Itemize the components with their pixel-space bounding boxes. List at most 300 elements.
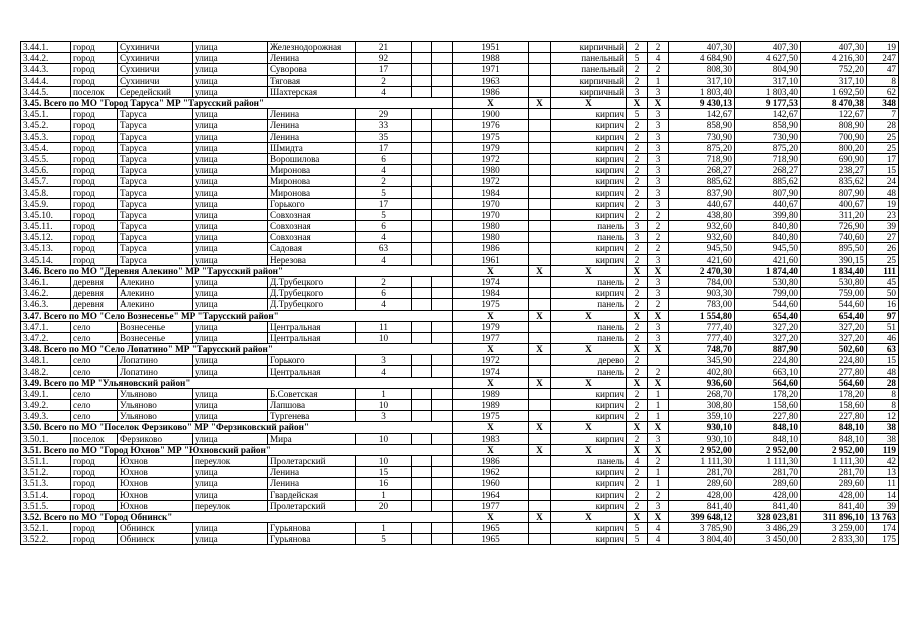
table-cell: 1: [356, 489, 412, 500]
table-cell: Нерезова: [268, 254, 356, 265]
subtotal-cell: X: [453, 377, 529, 388]
table-cell: 428,00: [801, 489, 867, 500]
table-cell: [529, 523, 551, 534]
table-row: [21, 500, 899, 511]
table-cell: Таруса: [118, 243, 193, 254]
table-cell: кирпичный: [551, 75, 627, 86]
subtotal-cell: 8 470,38: [801, 97, 867, 108]
table-cell: 2: [627, 131, 648, 142]
table-cell: 4: [356, 86, 412, 97]
table-cell: Ульяново: [118, 411, 193, 422]
table-cell: 3: [648, 276, 669, 287]
table-cell: Центральная: [268, 321, 356, 332]
subtotal-cell: X: [551, 422, 627, 433]
table-cell: 27: [867, 232, 899, 243]
subtotal-cell: 936,60: [669, 377, 735, 388]
table-cell: Таруса: [118, 153, 193, 164]
table-cell: Таруса: [118, 198, 193, 209]
table-cell: город: [71, 53, 118, 64]
table-row: [21, 165, 899, 176]
table-cell: 3: [627, 232, 648, 243]
table-row: [21, 467, 899, 478]
table-cell: [432, 534, 453, 545]
table-cell: 2: [627, 321, 648, 332]
table-cell: панельный: [551, 53, 627, 64]
table-cell: 3.45.6.: [21, 165, 71, 176]
table-cell: улица: [193, 198, 268, 209]
table-cell: улица: [193, 153, 268, 164]
table-cell: 345,90: [669, 355, 735, 366]
table-cell: [412, 142, 432, 153]
table-cell: улица: [193, 433, 268, 444]
table-cell: 1972: [453, 355, 529, 366]
table-cell: [432, 455, 453, 466]
subtotal-cell: X: [627, 265, 648, 276]
table-cell: 399,80: [735, 209, 801, 220]
subtotal-cell: X: [551, 97, 627, 108]
table-cell: улица: [193, 221, 268, 232]
table-cell: 317,10: [669, 75, 735, 86]
table-cell: 3 486,29: [735, 523, 801, 534]
table-cell: 3.46.1.: [21, 276, 71, 287]
table-cell: 544,60: [735, 299, 801, 310]
table-cell: 3: [648, 109, 669, 120]
table-cell: [432, 276, 453, 287]
table-cell: 1965: [453, 534, 529, 545]
table-cell: 407,30: [801, 42, 867, 53]
table-cell: 2: [627, 433, 648, 444]
table-cell: улица: [193, 332, 268, 343]
table-cell: 2: [648, 299, 669, 310]
table-cell: город: [71, 187, 118, 198]
table-cell: 308,80: [669, 400, 735, 411]
table-cell: 50: [867, 288, 899, 299]
table-cell: [432, 478, 453, 489]
subtotal-row: [21, 377, 899, 388]
subtotal-cell: X: [529, 310, 551, 321]
table-cell: 2: [648, 64, 669, 75]
table-cell: Вознесенье: [118, 321, 193, 332]
table-cell: поселок: [71, 86, 118, 97]
table-cell: 1983: [453, 433, 529, 444]
table-cell: 224,80: [735, 355, 801, 366]
table-row: [21, 288, 899, 299]
subtotal-cell: X: [529, 265, 551, 276]
table-cell: [529, 332, 551, 343]
table-cell: 327,20: [801, 321, 867, 332]
table-cell: [432, 500, 453, 511]
table-cell: Миронова: [268, 165, 356, 176]
subtotal-cell: X: [551, 377, 627, 388]
table-cell: 7: [867, 109, 899, 120]
table-cell: 1: [648, 411, 669, 422]
subtotal-cell: X: [648, 511, 669, 522]
table-cell: 6: [356, 221, 412, 232]
table-cell: 6: [356, 153, 412, 164]
table-cell: 1979: [453, 142, 529, 153]
table-cell: дерево: [551, 355, 627, 366]
table-cell: кирпич: [551, 209, 627, 220]
table-cell: Пролетарский: [268, 455, 356, 466]
table-cell: 438,80: [669, 209, 735, 220]
table-cell: 3 785,90: [669, 523, 735, 534]
table-cell: 1974: [453, 366, 529, 377]
subtotal-cell: X: [648, 97, 669, 108]
subtotal-cell: X: [453, 97, 529, 108]
table-cell: улица: [193, 299, 268, 310]
table-cell: 4 216,30: [801, 53, 867, 64]
table-cell: [529, 53, 551, 64]
table-cell: улица: [193, 86, 268, 97]
subtotal-cell: X: [453, 344, 529, 355]
table-cell: 42: [867, 455, 899, 466]
table-cell: Д.Трубецкого: [268, 299, 356, 310]
table-cell: 1976: [453, 120, 529, 131]
table-cell: [529, 388, 551, 399]
table-cell: [412, 411, 432, 422]
subtotal-cell: 9 177,53: [735, 97, 801, 108]
table-cell: 19: [867, 42, 899, 53]
table-cell: город: [71, 42, 118, 53]
subtotal-cell: X: [627, 511, 648, 522]
table-row: [21, 142, 899, 153]
table-cell: 1970: [453, 209, 529, 220]
table-cell: 407,30: [735, 42, 801, 53]
table-cell: 3.45.7.: [21, 176, 71, 187]
table-cell: 752,20: [801, 64, 867, 75]
subtotal-cell: X: [529, 511, 551, 522]
table-cell: Ленина: [268, 478, 356, 489]
table-cell: 14: [867, 489, 899, 500]
table-cell: кирпич: [551, 187, 627, 198]
subtotal-cell: 348: [867, 97, 899, 108]
table-cell: [412, 478, 432, 489]
subtotal-cell: X: [648, 444, 669, 455]
table-cell: Совхозная: [268, 209, 356, 220]
table-cell: 2: [627, 489, 648, 500]
table-cell: Шахтерская: [268, 86, 356, 97]
table-cell: 848,10: [801, 433, 867, 444]
table-cell: деревня: [71, 299, 118, 310]
table-cell: 3.47.2.: [21, 332, 71, 343]
subtotal-cell: 2 952,00: [735, 444, 801, 455]
table-cell: 21: [356, 42, 412, 53]
table-cell: 421,60: [735, 254, 801, 265]
table-cell: [432, 366, 453, 377]
table-cell: 885,62: [735, 176, 801, 187]
table-cell: 718,90: [669, 153, 735, 164]
table-cell: 268,27: [669, 165, 735, 176]
table-cell: 3.45.1.: [21, 109, 71, 120]
table-cell: кирпич: [551, 411, 627, 422]
table-cell: Юхнов: [118, 500, 193, 511]
table-cell: улица: [193, 411, 268, 422]
table-cell: 48: [867, 187, 899, 198]
table-cell: [529, 455, 551, 466]
table-cell: 3.51.1.: [21, 455, 71, 466]
subtotal-cell: X: [627, 422, 648, 433]
subtotal-cell: 1 874,40: [735, 265, 801, 276]
table-cell: 158,60: [735, 400, 801, 411]
table-cell: село: [71, 400, 118, 411]
table-cell: 1: [356, 388, 412, 399]
subtotal-cell: X: [648, 310, 669, 321]
table-cell: [412, 75, 432, 86]
table-row: [21, 232, 899, 243]
subtotal-cell: 111: [867, 265, 899, 276]
table-cell: 3.52.1.: [21, 523, 71, 534]
table-cell: [432, 332, 453, 343]
table-cell: 224,80: [801, 355, 867, 366]
table-cell: 2 833,30: [801, 534, 867, 545]
table-cell: 1972: [453, 176, 529, 187]
table-cell: Ленина: [268, 120, 356, 131]
table-cell: Сухиничи: [118, 53, 193, 64]
subtotal-cell: X: [648, 422, 669, 433]
table-cell: 885,62: [669, 176, 735, 187]
table-cell: 63: [356, 243, 412, 254]
subtotal-row: [21, 344, 899, 355]
table-cell: 327,20: [735, 321, 801, 332]
table-cell: 3: [648, 254, 669, 265]
table-cell: Тургенева: [268, 411, 356, 422]
table-cell: 930,10: [669, 433, 735, 444]
table-cell: Ленина: [268, 53, 356, 64]
table-cell: 2: [648, 243, 669, 254]
table-cell: Гурьянова: [268, 523, 356, 534]
table-cell: [412, 500, 432, 511]
table-cell: [412, 153, 432, 164]
table-cell: город: [71, 500, 118, 511]
table-cell: 51: [867, 321, 899, 332]
table-cell: 2: [627, 366, 648, 377]
table-cell: 4: [648, 523, 669, 534]
table-cell: 178,20: [735, 388, 801, 399]
subtotal-cell: 13 763: [867, 511, 899, 522]
table-cell: Ферзиково: [118, 433, 193, 444]
table-cell: Центральная: [268, 366, 356, 377]
table-cell: улица: [193, 42, 268, 53]
subtotal-cell: 311 896,10: [801, 511, 867, 522]
table-cell: 3.45.5.: [21, 153, 71, 164]
table-cell: Таруса: [118, 142, 193, 153]
table-cell: [412, 299, 432, 310]
table-cell: 17: [356, 142, 412, 153]
subtotal-cell: 9 430,13: [669, 97, 735, 108]
table-cell: [432, 109, 453, 120]
table-cell: 2: [627, 198, 648, 209]
table-cell: 4: [627, 455, 648, 466]
table-cell: улица: [193, 187, 268, 198]
table-cell: 3: [648, 500, 669, 511]
table-cell: [529, 232, 551, 243]
subtotal-cell: X: [529, 97, 551, 108]
subtotal-cell: 848,10: [735, 422, 801, 433]
table-cell: [648, 355, 669, 366]
table-cell: 3.46.2.: [21, 288, 71, 299]
table-cell: [529, 254, 551, 265]
table-cell: 5: [356, 534, 412, 545]
table-cell: 10: [356, 433, 412, 444]
table-cell: [432, 221, 453, 232]
table-cell: [529, 187, 551, 198]
table-cell: [529, 42, 551, 53]
table-cell: улица: [193, 75, 268, 86]
document-sheet: [20, 41, 896, 545]
table-cell: 1: [648, 478, 669, 489]
table-cell: Лопатино: [118, 366, 193, 377]
table-cell: [529, 366, 551, 377]
table-cell: [412, 131, 432, 142]
table-row: [21, 131, 899, 142]
table-cell: улица: [193, 400, 268, 411]
table-cell: 1 111,30: [735, 455, 801, 466]
table-cell: город: [71, 142, 118, 153]
table-cell: 3: [648, 176, 669, 187]
subtotal-label: 3.46. Всего по МО "Деревня Алекино" МР "Тарусский район": [21, 265, 453, 276]
table-cell: [432, 42, 453, 53]
table-cell: улица: [193, 209, 268, 220]
table-cell: 1963: [453, 75, 529, 86]
table-cell: 837,90: [669, 187, 735, 198]
table-cell: 3.45.13.: [21, 243, 71, 254]
table-row: [21, 243, 899, 254]
table-cell: 1: [648, 388, 669, 399]
table-cell: панель: [551, 366, 627, 377]
table-row: [21, 254, 899, 265]
table-cell: 2: [627, 176, 648, 187]
subtotal-cell: 2 952,00: [801, 444, 867, 455]
table-cell: 2: [648, 489, 669, 500]
table-cell: 3 804,40: [669, 534, 735, 545]
table-cell: 804,90: [735, 64, 801, 75]
table-row: [21, 53, 899, 64]
table-cell: 2: [627, 75, 648, 86]
table-cell: [432, 467, 453, 478]
table-cell: 3: [648, 153, 669, 164]
table-cell: 3.45.2.: [21, 120, 71, 131]
table-cell: Вознесенье: [118, 332, 193, 343]
table-cell: 2: [627, 355, 648, 366]
table-cell: [432, 232, 453, 243]
table-cell: 17: [356, 198, 412, 209]
table-cell: город: [71, 131, 118, 142]
table-cell: 227,80: [801, 411, 867, 422]
table-cell: 8: [867, 400, 899, 411]
table-cell: 142,67: [735, 109, 801, 120]
table-cell: 3: [648, 198, 669, 209]
table-cell: [432, 120, 453, 131]
table-cell: 281,70: [801, 467, 867, 478]
table-cell: Таруса: [118, 109, 193, 120]
table-cell: 3: [648, 433, 669, 444]
table-cell: 8: [867, 75, 899, 86]
subtotal-cell: 2 952,00: [669, 444, 735, 455]
table-cell: улица: [193, 254, 268, 265]
table-cell: кирпич: [551, 120, 627, 131]
table-cell: 1984: [453, 288, 529, 299]
housing-register-table: [20, 41, 899, 545]
table-cell: [412, 243, 432, 254]
table-cell: 730,90: [669, 131, 735, 142]
table-cell: [412, 388, 432, 399]
table-cell: Совхозная: [268, 232, 356, 243]
table-cell: 2: [627, 142, 648, 153]
table-cell: 932,60: [669, 232, 735, 243]
table-cell: [432, 165, 453, 176]
table-row: [21, 221, 899, 232]
table-cell: [412, 120, 432, 131]
table-cell: 3.45.8.: [21, 187, 71, 198]
table-cell: 2: [627, 254, 648, 265]
table-cell: 122,67: [801, 109, 867, 120]
table-cell: [412, 433, 432, 444]
table-cell: 2: [356, 276, 412, 287]
table-cell: 740,60: [801, 232, 867, 243]
subtotal-row: [21, 97, 899, 108]
table-row: [21, 489, 899, 500]
table-cell: улица: [193, 467, 268, 478]
table-cell: [529, 165, 551, 176]
table-cell: 663,10: [735, 366, 801, 377]
table-cell: 1974: [453, 276, 529, 287]
table-cell: 12: [867, 411, 899, 422]
table-cell: кирпич: [551, 109, 627, 120]
subtotal-cell: X: [453, 444, 529, 455]
table-cell: 268,70: [669, 388, 735, 399]
subtotal-cell: 328 023,81: [735, 511, 801, 522]
table-cell: 175: [867, 534, 899, 545]
table-cell: 807,90: [735, 187, 801, 198]
table-cell: 3.48.1.: [21, 355, 71, 366]
table-cell: [412, 489, 432, 500]
table-cell: 726,90: [801, 221, 867, 232]
table-cell: Алекино: [118, 288, 193, 299]
table-cell: [432, 243, 453, 254]
table-cell: 3.52.2.: [21, 534, 71, 545]
table-cell: 1984: [453, 187, 529, 198]
table-cell: Лапшова: [268, 400, 356, 411]
table-cell: [412, 232, 432, 243]
table-cell: 2: [627, 411, 648, 422]
table-cell: 3.51.2.: [21, 467, 71, 478]
subtotal-cell: X: [453, 511, 529, 522]
table-cell: 402,80: [669, 366, 735, 377]
table-cell: панель: [551, 232, 627, 243]
table-cell: 1975: [453, 411, 529, 422]
table-cell: [529, 142, 551, 153]
table-row: [21, 187, 899, 198]
table-cell: Ворошилова: [268, 153, 356, 164]
table-cell: 2: [356, 75, 412, 86]
table-cell: 3: [648, 187, 669, 198]
table-row: [21, 332, 899, 343]
table-cell: деревня: [71, 288, 118, 299]
table-cell: 1989: [453, 400, 529, 411]
table-cell: панель: [551, 299, 627, 310]
table-cell: [412, 366, 432, 377]
table-cell: город: [71, 165, 118, 176]
table-cell: город: [71, 221, 118, 232]
table-cell: 46: [867, 332, 899, 343]
table-cell: Сухиничи: [118, 75, 193, 86]
table-cell: город: [71, 232, 118, 243]
table-cell: 2: [627, 400, 648, 411]
table-cell: кирпич: [551, 489, 627, 500]
table-cell: 858,90: [669, 120, 735, 131]
table-cell: 848,10: [735, 433, 801, 444]
table-cell: кирпичный: [551, 86, 627, 97]
